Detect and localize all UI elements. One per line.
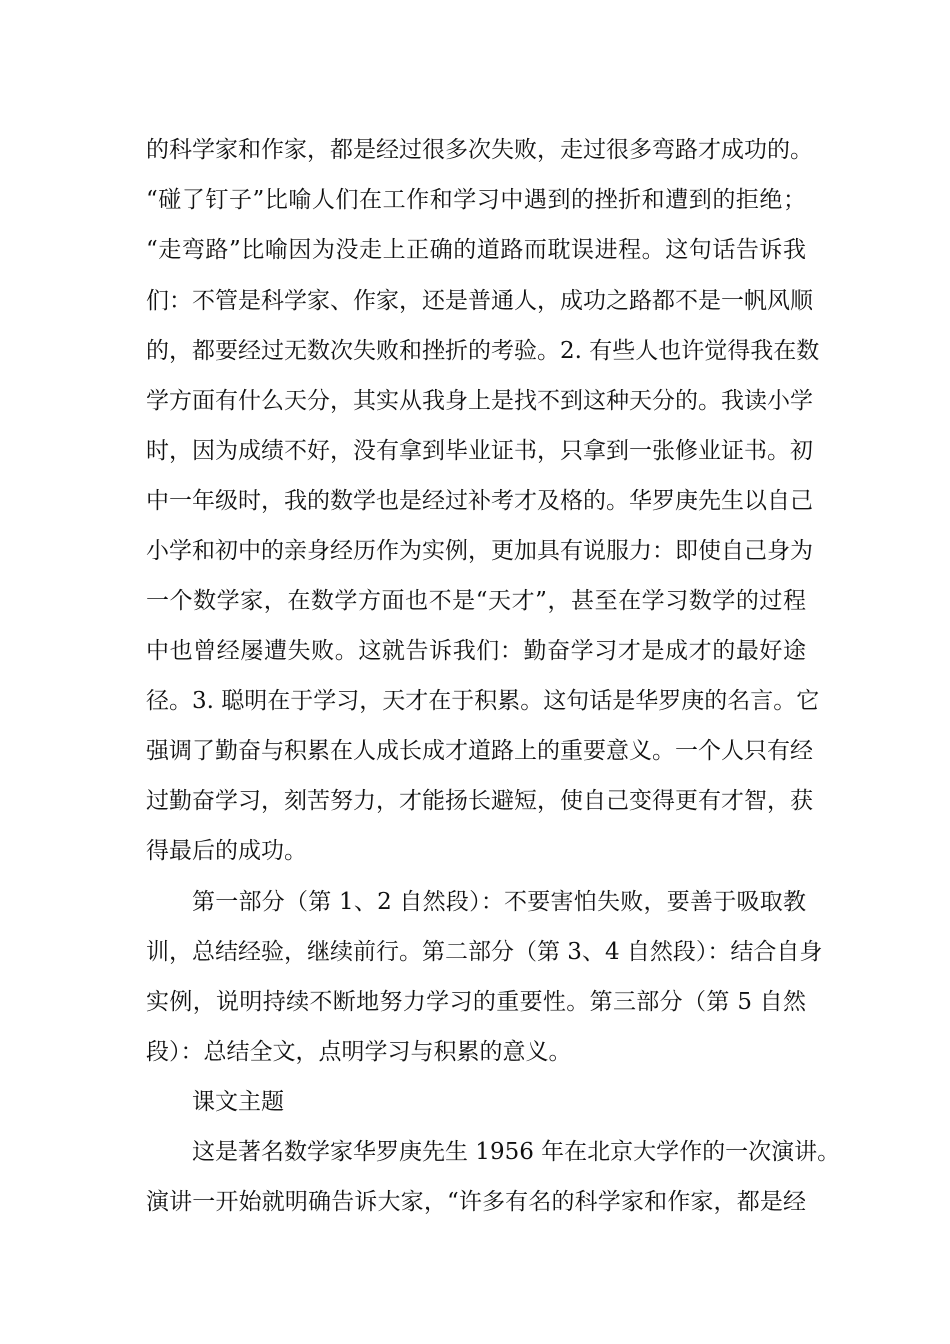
text-line: 训，总结经验，继续前行。第二部分（第 3、4 自然段）：结合自身 xyxy=(146,939,823,965)
text-line: “走弯路”比喻因为没走上正确的道路而耽误进程。这句话告诉我 xyxy=(146,237,806,263)
text-line: 过勤奋学习，刻苦努力，才能扬长避短，使自己变得更有才智，获 xyxy=(146,788,813,814)
text-line: 这是著名数学家华罗庚先生 1956 年在北京大学作的一次演讲。 xyxy=(192,1139,841,1165)
text-line: 第一部分（第 1、2 自然段）：不要害怕失败，要善于吸取教 xyxy=(192,889,806,915)
text-line: 径。3. 聪明在于学习，天才在于积累。这句话是华罗庚的名言。它 xyxy=(146,688,820,714)
text-line: 时，因为成绩不好，没有拿到毕业证书，只拿到一张修业证书。初 xyxy=(146,438,813,464)
text-line: 得最后的成功。 xyxy=(146,838,307,864)
text-line: 实例，说明持续不断地努力学习的重要性。第三部分（第 5 自然 xyxy=(146,989,806,1015)
text-line: “碰了钉子”比喻人们在工作和学习中遇到的挫折和遭到的拒绝； xyxy=(146,187,806,213)
text-line: 们：不管是科学家、作家，还是普通人，成功之路都不是一帆风顺 xyxy=(146,288,813,314)
text-line: 小学和初中的亲身经历作为实例，更加具有说服力：即使自己身为 xyxy=(146,538,813,564)
text-line: 学方面有什么天分，其实从我身上是找不到这种天分的。我读小学 xyxy=(146,388,813,414)
text-line: 一个数学家，在数学方面也不是“天才”，甚至在学习数学的过程 xyxy=(146,588,806,614)
text-line: 中一年级时，我的数学也是经过补考才及格的。华罗庚先生以自己 xyxy=(146,488,813,514)
text-line: 演讲一开始就明确告诉大家，“许多有名的科学家和作家，都是经 xyxy=(146,1189,806,1215)
section-heading: 课文主题 xyxy=(192,1089,284,1115)
text-line: 的，都要经过无数次失败和挫折的考验。2. 有些人也许觉得我在数 xyxy=(146,338,820,364)
text-line: 强调了勤奋与积累在人成长成才道路上的重要意义。一个人只有经 xyxy=(146,738,813,764)
text-line: 中也曾经屡遭失败。这就告诉我们：勤奋学习才是成才的最好途 xyxy=(146,638,806,664)
text-line: 段）：总结全文，点明学习与积累的意义。 xyxy=(146,1039,572,1065)
text-line: 的科学家和作家，都是经过很多次失败，走过很多弯路才成功的。 xyxy=(146,137,813,163)
